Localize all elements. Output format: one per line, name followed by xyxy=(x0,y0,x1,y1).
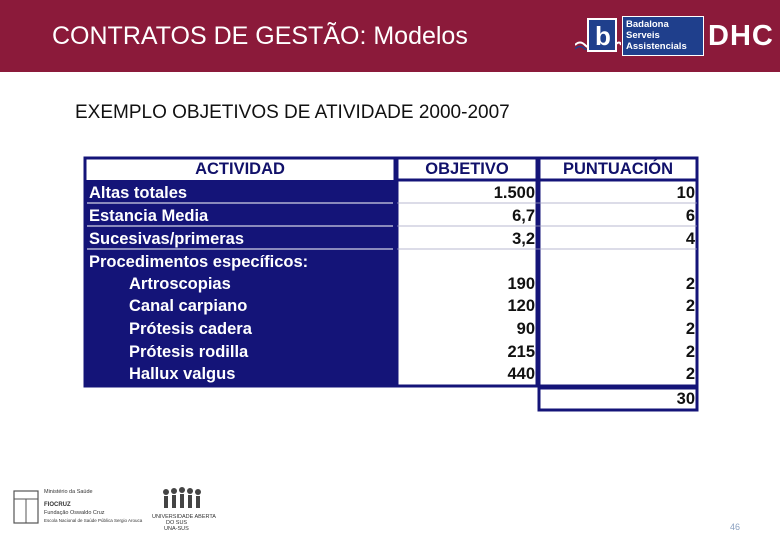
row-puntuacion: 2 xyxy=(685,275,695,293)
row-label: Artroscopias xyxy=(129,275,231,293)
header-puntuacion: PUNTUACIÓN xyxy=(563,160,673,178)
row-label: Canal carpiano xyxy=(129,297,248,315)
slide-subtitle: EXEMPLO OBJETIVOS DE ATIVIDADE 2000-2007 xyxy=(75,102,510,123)
people-group-icon xyxy=(158,486,202,512)
row-puntuacion: 4 xyxy=(685,230,695,248)
footer-text: FIOCRUZ xyxy=(44,502,71,508)
row-objetivo: 3,2 xyxy=(512,230,535,248)
slide-title: CONTRATOS DE GESTÃO: Modelos xyxy=(52,22,468,50)
row-puntuacion: 10 xyxy=(676,184,695,202)
logo-letter: b xyxy=(595,21,611,51)
ministry-emblem-icon xyxy=(12,487,40,527)
row-objetivo: 1.500 xyxy=(493,184,535,202)
partner-logos xyxy=(575,16,775,56)
badalona-serveis-logo xyxy=(622,16,704,56)
logo-line: Badalona xyxy=(626,19,669,30)
logo-line: Serveis xyxy=(626,30,660,41)
row-objetivo: 190 xyxy=(507,275,535,293)
row-label: Altas totales xyxy=(89,184,188,202)
row-objetivo: 215 xyxy=(507,343,535,361)
footer-text: Escola Nacional de Saúde Pública Sergio Arouca xyxy=(44,518,143,523)
total-puntuacion: 30 xyxy=(676,390,695,408)
header-actividad: ACTIVIDAD xyxy=(195,160,285,178)
row-puntuacion: 2 xyxy=(685,365,695,383)
fiocruz-logo xyxy=(12,485,142,531)
row-puntuacion: 2 xyxy=(685,297,695,315)
row-label: Prótesis rodilla xyxy=(129,343,249,361)
row-puntuacion: 2 xyxy=(685,320,695,338)
footer-text: UNIVERSIDADE ABERTA xyxy=(152,514,216,520)
page-number: 46 xyxy=(730,522,741,532)
badalona-b-logo xyxy=(587,18,617,52)
objectives-table xyxy=(83,156,700,412)
row-objetivo: 440 xyxy=(507,365,535,383)
footer-text: Fundação Oswaldo Cruz xyxy=(44,510,105,516)
row-label: Procedimentos específicos: xyxy=(89,253,309,271)
row-label: Hallux valgus xyxy=(129,365,236,383)
row-label: Sucesivas/primeras xyxy=(89,230,245,248)
logo-line: Assistencials xyxy=(626,41,687,52)
una-sus-logo xyxy=(150,486,216,532)
row-puntuacion: 2 xyxy=(685,343,695,361)
row-puntuacion: 6 xyxy=(685,207,695,225)
row-objetivo: 90 xyxy=(516,320,535,338)
row-objetivo: 120 xyxy=(507,297,535,315)
row-label: Estancia Media xyxy=(89,207,209,225)
header-bar xyxy=(0,0,780,72)
row-objetivo: 6,7 xyxy=(512,207,535,225)
row-label: Prótesis cadera xyxy=(129,320,252,338)
footer-text: DO SUS xyxy=(166,520,188,526)
header-objetivo: OBJETIVO xyxy=(425,160,509,178)
footer-text: UNA-SUS xyxy=(164,526,189,532)
footer-text: Ministério da Saúde xyxy=(44,489,93,495)
dhc-logo: DHC xyxy=(708,20,774,52)
